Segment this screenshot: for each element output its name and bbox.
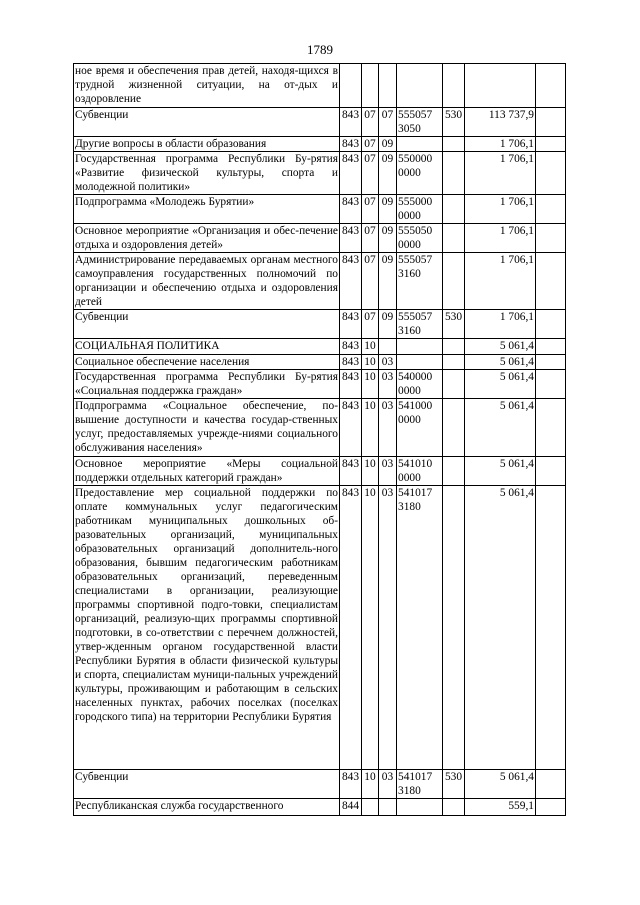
amount: 5 061,4 (465, 457, 536, 486)
target-article-code: 555057 3160 (397, 310, 443, 339)
subsection-code: 09 (379, 224, 397, 253)
row-name: Основное мероприятие «Меры социальной поддержки отдельных категорий граждан» (75, 458, 338, 484)
expense-type-code (443, 64, 465, 108)
target-article-code: 555050 0000 (397, 224, 443, 253)
table-row (74, 457, 566, 486)
empty-cell (536, 457, 566, 486)
table-row (74, 195, 566, 224)
empty-cell (536, 195, 566, 224)
expense-type-code (443, 195, 465, 224)
table-row (74, 310, 566, 339)
section-code: 10 (362, 370, 379, 399)
ministry-code: 843 (340, 137, 362, 152)
empty-cell (536, 399, 566, 457)
section-code (362, 64, 379, 108)
target-article-code: 541017 3180 (397, 770, 443, 799)
table-row (74, 355, 566, 370)
subsection-code: 03 (379, 770, 397, 799)
table-row (74, 799, 566, 816)
ministry-code: 843 (340, 370, 362, 399)
ministry-code: 843 (340, 195, 362, 224)
amount: 5 061,4 (465, 770, 536, 799)
amount: 1 706,1 (465, 195, 536, 224)
row-name: Республиканская служба государственного (74, 799, 340, 816)
amount: 5 061,4 (465, 355, 536, 370)
empty-cell (536, 486, 566, 770)
target-article-code: 555000 0000 (397, 195, 443, 224)
target-article-code (397, 64, 443, 108)
ministry-code (340, 64, 362, 108)
subsection-code: 07 (379, 108, 397, 137)
expense-type-code (443, 399, 465, 457)
section-code: 07 (362, 137, 379, 152)
ministry-code: 843 (340, 457, 362, 486)
subsection-code: 09 (379, 195, 397, 224)
expense-type-code: 530 (443, 770, 465, 799)
row-name: Государственная программа Республики Бу-рятия «Развитие физической культуры, спорта и молодежной политики» (75, 153, 338, 193)
section-code: 10 (362, 457, 379, 486)
amount (465, 64, 536, 108)
section-code: 10 (362, 399, 379, 457)
ministry-code: 843 (340, 339, 362, 355)
section-code: 07 (362, 224, 379, 253)
table-row (74, 253, 566, 310)
expense-type-code (443, 224, 465, 253)
section-code: 07 (362, 152, 379, 195)
row-name: Администрирование передаваемых органам местного самоуправления государственных полномочий по организации и обеспечению отдыха и оздоровления детей (75, 254, 338, 308)
empty-cell (536, 770, 566, 799)
amount: 5 061,4 (465, 370, 536, 399)
table-row (74, 486, 566, 770)
subsection-code: 03 (379, 399, 397, 457)
ministry-code: 844 (340, 799, 362, 816)
table-row (74, 137, 566, 152)
row-name: Подпрограмма «Социальное обеспечение, по-вышение доступности и качества государ-ственных услуг, предоставляемых учрежде-ниями социального обслуживания населения» (74, 399, 340, 457)
amount: 1 706,1 (465, 310, 536, 339)
row-name: Государственная программа Республики Бу-рятия «Социальная поддержка граждан» (75, 371, 338, 397)
amount: 5 061,4 (465, 486, 536, 770)
row-name: Основное мероприятие «Организация и обес-печение отдыха и оздоровления детей» (75, 225, 338, 251)
table-row (74, 64, 566, 108)
expense-type-code: 530 (443, 108, 465, 137)
row-name: Подпрограмма «Молодежь Бурятии» (74, 195, 340, 224)
subsection-code: 09 (379, 152, 397, 195)
row-name: Предоставление мер социальной поддержки по оплате коммунальных услуг педагогическим работникам муниципальных дошкольных об-разовательных организаций, муниципальных образовательных организаций дополнитель-ного образования, бывшим педагогическим работникам образовательных организаций, переведенным специалистами в организации, реализующие программы спортивной подго-товки, специалистам организаций, реализую-щих программы спортивной подготовки, в со-ответствии с перечнем должностей, утвер-жденным органом государственной власти Республики Бурятия в области физической культуры и спорта, специалистам муници-пальных учреждений культуры, проживающим и работающим в сельских населенных пунктах, рабочих поселках (поселках городского типа) на территории Республики Бурятия (74, 486, 340, 770)
subsection-code: 09 (379, 137, 397, 152)
expense-type-code (443, 799, 465, 816)
table-row (74, 152, 566, 195)
section-code: 07 (362, 195, 379, 224)
row-name: Субвенции (74, 108, 340, 137)
expense-type-code (443, 253, 465, 310)
section-code: 10 (362, 486, 379, 770)
subsection-code: 03 (379, 486, 397, 770)
table-row (74, 370, 566, 399)
subsection-code: 03 (379, 457, 397, 486)
row-name: Социальное обеспечение населения (74, 355, 340, 370)
table-row (74, 108, 566, 137)
subsection-code: 03 (379, 370, 397, 399)
subsection-code (379, 799, 397, 816)
target-article-code (397, 355, 443, 370)
expense-type-code (443, 137, 465, 152)
target-article-code: 550000 0000 (397, 152, 443, 195)
empty-cell (536, 224, 566, 253)
table-row (74, 770, 566, 799)
row-name: Субвенции (74, 310, 340, 339)
amount: 1 706,1 (465, 224, 536, 253)
amount: 559,1 (465, 799, 536, 816)
empty-cell (536, 339, 566, 355)
amount: 113 737,9 (465, 108, 536, 137)
section-code: 07 (362, 253, 379, 310)
amount: 1 706,1 (465, 152, 536, 195)
empty-cell (536, 253, 566, 310)
table-row (74, 399, 566, 457)
expense-type-code (443, 355, 465, 370)
expense-type-code (443, 370, 465, 399)
row-name: СОЦИАЛЬНАЯ ПОЛИТИКА (74, 339, 340, 355)
ministry-code: 843 (340, 355, 362, 370)
ministry-code: 843 (340, 224, 362, 253)
table-row (74, 339, 566, 355)
amount: 1 706,1 (465, 137, 536, 152)
ministry-code: 843 (340, 108, 362, 137)
ministry-code: 843 (340, 486, 362, 770)
table-row (74, 224, 566, 253)
section-code: 07 (362, 108, 379, 137)
expense-type-code (443, 457, 465, 486)
subsection-code: 09 (379, 310, 397, 339)
expense-type-code (443, 152, 465, 195)
empty-cell (536, 152, 566, 195)
section-code: 10 (362, 770, 379, 799)
ministry-code: 843 (340, 399, 362, 457)
amount: 5 061,4 (465, 399, 536, 457)
target-article-code: 541010 0000 (397, 457, 443, 486)
empty-cell (536, 799, 566, 816)
subsection-code: 03 (379, 355, 397, 370)
target-article-code: 555057 3160 (397, 253, 443, 310)
target-article-code: 541017 3180 (397, 486, 443, 770)
target-article-code (397, 799, 443, 816)
amount: 1 706,1 (465, 253, 536, 310)
target-article-code: 555057 3050 (397, 108, 443, 137)
ministry-code: 843 (340, 253, 362, 310)
section-code: 10 (362, 339, 379, 355)
target-article-code: 540000 0000 (397, 370, 443, 399)
section-code (362, 799, 379, 816)
amount: 5 061,4 (465, 339, 536, 355)
empty-cell (536, 108, 566, 137)
empty-cell (536, 355, 566, 370)
ministry-code: 843 (340, 152, 362, 195)
section-code: 10 (362, 355, 379, 370)
budget-table (73, 63, 566, 816)
expense-type-code: 530 (443, 310, 465, 339)
empty-cell (536, 64, 566, 108)
target-article-code (397, 339, 443, 355)
subsection-code (379, 339, 397, 355)
row-name: Другие вопросы в области образования (74, 137, 340, 152)
ministry-code: 843 (340, 310, 362, 339)
subsection-code (379, 64, 397, 108)
ministry-code: 843 (340, 770, 362, 799)
subsection-code: 09 (379, 253, 397, 310)
target-article-code: 541000 0000 (397, 399, 443, 457)
empty-cell (536, 137, 566, 152)
empty-cell (536, 310, 566, 339)
expense-type-code (443, 339, 465, 355)
section-code: 07 (362, 310, 379, 339)
expense-type-code (443, 486, 465, 770)
page-number: 1789 (307, 42, 333, 57)
target-article-code (397, 137, 443, 152)
row-name: ное время и обеспечения прав детей, находя-щихся в трудной жизненной ситуации, на от-дых и оздоровление (74, 64, 340, 108)
row-name: Субвенции (74, 770, 340, 799)
empty-cell (536, 370, 566, 399)
